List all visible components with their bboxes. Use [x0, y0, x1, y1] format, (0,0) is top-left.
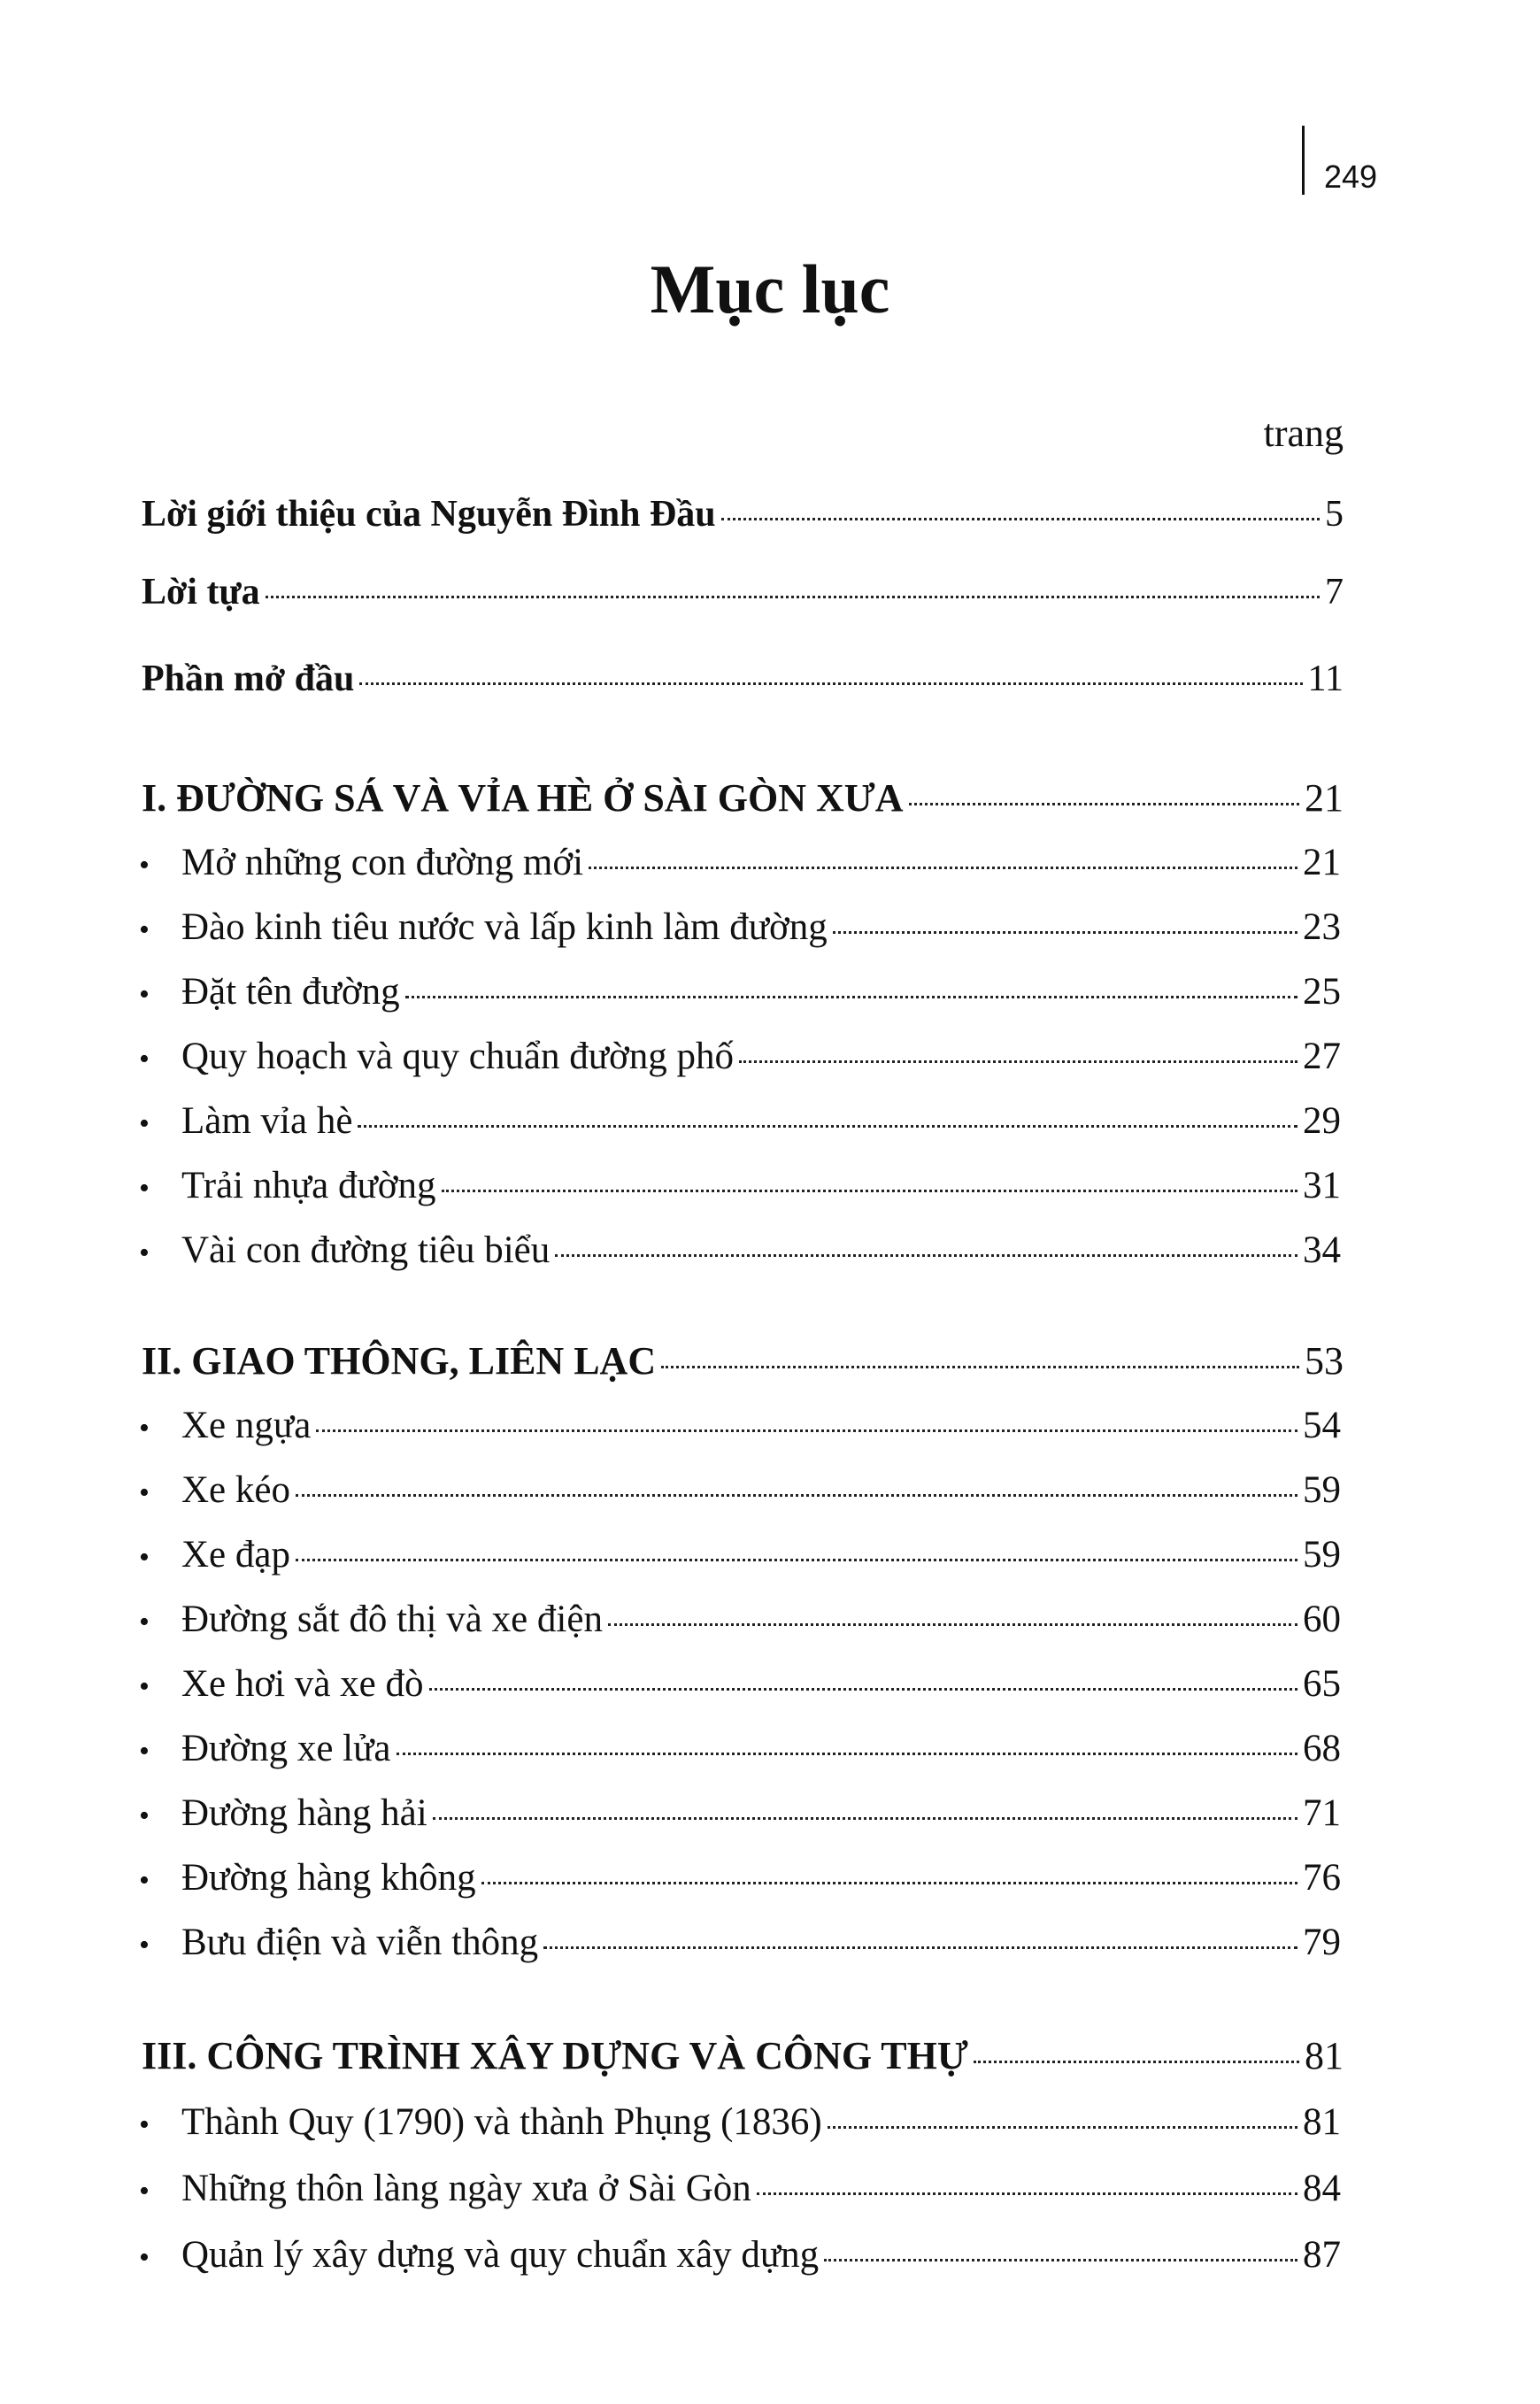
dot-leader — [442, 1190, 1297, 1192]
page-number-rule — [1302, 126, 1305, 195]
dot-leader — [974, 2061, 1299, 2063]
toc-section-page: 21 — [1305, 776, 1344, 820]
toc-item-page: 71 — [1303, 1792, 1341, 1834]
bullet-icon: • — [139, 1476, 150, 1509]
bullet-icon: • — [139, 1670, 150, 1703]
dot-leader — [429, 1688, 1298, 1691]
toc-entry-page: 5 — [1325, 494, 1344, 535]
dot-leader — [608, 1623, 1297, 1626]
dot-leader — [589, 867, 1297, 869]
bullet-icon: • — [139, 978, 150, 1011]
toc-item-page: 34 — [1303, 1229, 1341, 1271]
bullet-icon: • — [139, 2241, 150, 2274]
dot-leader — [757, 2192, 1297, 2195]
toc-item-page: 29 — [1303, 1100, 1341, 1142]
toc-item-label: Xe kéo — [181, 1469, 290, 1511]
toc-section-page: 53 — [1305, 1339, 1344, 1383]
toc-item-label: Đường hàng hải — [181, 1792, 427, 1834]
toc-section-1[interactable] — [142, 776, 1344, 820]
toc-item[interactable] — [139, 2103, 1341, 2141]
bullet-icon: • — [139, 1172, 150, 1205]
toc-item-label: Đường xe lửa — [181, 1728, 391, 1769]
toc-entry-opening[interactable] — [142, 660, 1344, 697]
toc-item-page: 68 — [1303, 1728, 1341, 1769]
dot-leader — [433, 1817, 1297, 1820]
toc-entry-page: 11 — [1307, 659, 1344, 699]
toc-item-label: Những thôn làng ngày xưa ở Sài Gòn — [181, 2168, 751, 2209]
toc-item-label: Làm vỉa hè — [181, 1100, 353, 1142]
toc-section-2[interactable] — [142, 1339, 1344, 1383]
toc-item[interactable] — [139, 908, 1341, 946]
toc-item-label: Đặt tên đường — [181, 971, 400, 1013]
toc-item[interactable] — [139, 844, 1341, 882]
dot-leader — [909, 803, 1299, 805]
dot-leader — [543, 1946, 1297, 1949]
dot-leader — [824, 2259, 1297, 2261]
toc-section-title: II. GIAO THÔNG, LIÊN LẠC — [142, 1339, 657, 1383]
toc-item[interactable] — [139, 973, 1341, 1011]
toc-item[interactable] — [139, 1536, 1341, 1574]
toc-item-label: Xe đạp — [181, 1534, 290, 1576]
dot-leader — [739, 1060, 1297, 1063]
dot-leader — [316, 1429, 1297, 1432]
dot-leader — [833, 931, 1297, 934]
toc-item-page: 23 — [1303, 906, 1341, 948]
toc-item-label: Trải nhựa đường — [181, 1165, 436, 1206]
toc-item-page: 27 — [1303, 1036, 1341, 1077]
toc-item-page: 87 — [1303, 2234, 1341, 2276]
toc-item-label: Xe ngựa — [181, 1405, 312, 1446]
toc-item-label: Đào kinh tiêu nước và lấp kinh làm đường — [181, 906, 828, 948]
toc-item-label: Đường hàng không — [181, 1857, 476, 1899]
toc-entry-introduction[interactable] — [142, 496, 1344, 533]
toc-entry-label: Phần mở đầu — [142, 659, 355, 699]
toc-item[interactable] — [139, 2236, 1341, 2274]
bullet-icon: • — [139, 2175, 150, 2208]
toc-item-label: Quản lý xây dựng và quy chuẩn xây dựng — [181, 2234, 820, 2276]
toc-item-label: Đường sắt đô thị và xe điện — [181, 1599, 603, 1640]
toc-item-label: Vài con đường tiêu biểu — [181, 1229, 551, 1271]
bullet-icon: • — [139, 1237, 150, 1269]
page-number: 249 — [1324, 158, 1378, 195]
toc-item[interactable] — [139, 1730, 1341, 1768]
toc-entry-label: Lời giới thiệu của Nguyễn Đình Đầu — [142, 494, 716, 535]
toc-item[interactable] — [139, 1037, 1341, 1075]
toc-item[interactable] — [139, 1471, 1341, 1509]
dot-leader — [296, 1494, 1297, 1497]
dot-leader — [721, 518, 1320, 520]
toc-item[interactable] — [139, 1231, 1341, 1269]
toc-item[interactable] — [139, 1923, 1341, 1961]
dot-leader — [481, 1882, 1297, 1884]
toc-item-page: 31 — [1303, 1165, 1341, 1206]
dot-leader — [661, 1366, 1299, 1368]
toc-item-label: Bưu điện và viễn thông — [181, 1922, 539, 1963]
toc-item-page: 84 — [1303, 2168, 1341, 2209]
bullet-icon: • — [139, 913, 150, 946]
toc-entry-preface[interactable] — [142, 574, 1344, 611]
bullet-icon: • — [139, 1929, 150, 1961]
toc-entry-page: 7 — [1325, 572, 1344, 613]
toc-item[interactable] — [139, 2169, 1341, 2208]
toc-section-title: III. CÔNG TRÌNH XÂY DỰNG VÀ CÔNG THỰ — [142, 2034, 968, 2077]
toc-item-label: Quy hoạch và quy chuẩn đường phố — [181, 1036, 735, 1077]
toc-section-title: I. ĐƯỜNG SÁ VÀ VỈA HÈ Ở SÀI GÒN XƯA — [142, 776, 904, 820]
dot-leader — [397, 1753, 1297, 1755]
bullet-icon: • — [139, 1735, 150, 1768]
toc-item-label: Xe hơi và xe đò — [181, 1663, 424, 1705]
toc-section-page: 81 — [1305, 2034, 1344, 2077]
dot-leader — [828, 2126, 1297, 2129]
toc-entry-label: Lời tựa — [142, 572, 260, 613]
toc-item-page: 79 — [1303, 1922, 1341, 1963]
toc-item-page: 21 — [1303, 842, 1341, 883]
toc-item-page: 65 — [1303, 1663, 1341, 1705]
dot-leader — [555, 1254, 1297, 1257]
bullet-icon: • — [139, 1107, 150, 1140]
bullet-icon: • — [139, 1541, 150, 1574]
toc-item-page: 81 — [1303, 2101, 1341, 2143]
dot-leader — [359, 682, 1302, 685]
toc-item-page: 60 — [1303, 1599, 1341, 1640]
bullet-icon: • — [139, 1799, 150, 1832]
toc-item-page: 59 — [1303, 1534, 1341, 1576]
page-title: Mục lục — [650, 250, 890, 327]
toc-item[interactable] — [139, 1406, 1341, 1445]
toc-section-3[interactable] — [142, 2034, 1344, 2077]
dot-leader — [358, 1125, 1297, 1128]
page-column-label: trang — [1263, 412, 1344, 455]
toc-item[interactable] — [139, 1665, 1341, 1703]
toc-item[interactable] — [139, 1794, 1341, 1832]
toc-item[interactable] — [139, 1859, 1341, 1897]
bullet-icon: • — [139, 2108, 150, 2141]
toc-item-label: Mở những con đường mới — [181, 842, 584, 883]
bullet-icon: • — [139, 1864, 150, 1897]
toc-item-page: 76 — [1303, 1857, 1341, 1899]
toc-item[interactable] — [139, 1167, 1341, 1205]
dot-leader — [266, 596, 1320, 598]
toc-item-page: 54 — [1303, 1405, 1341, 1446]
bullet-icon: • — [139, 1606, 150, 1638]
dot-leader — [405, 996, 1297, 998]
bullet-icon: • — [139, 849, 150, 882]
bullet-icon: • — [139, 1043, 150, 1075]
toc-item-page: 59 — [1303, 1469, 1341, 1511]
bullet-icon: • — [139, 1412, 150, 1445]
toc-item[interactable] — [139, 1600, 1341, 1638]
toc-item[interactable] — [139, 1102, 1341, 1140]
toc-item-page: 25 — [1303, 971, 1341, 1013]
toc-item-label: Thành Quy (1790) và thành Phụng (1836) — [181, 2101, 822, 2143]
dot-leader — [296, 1559, 1297, 1561]
